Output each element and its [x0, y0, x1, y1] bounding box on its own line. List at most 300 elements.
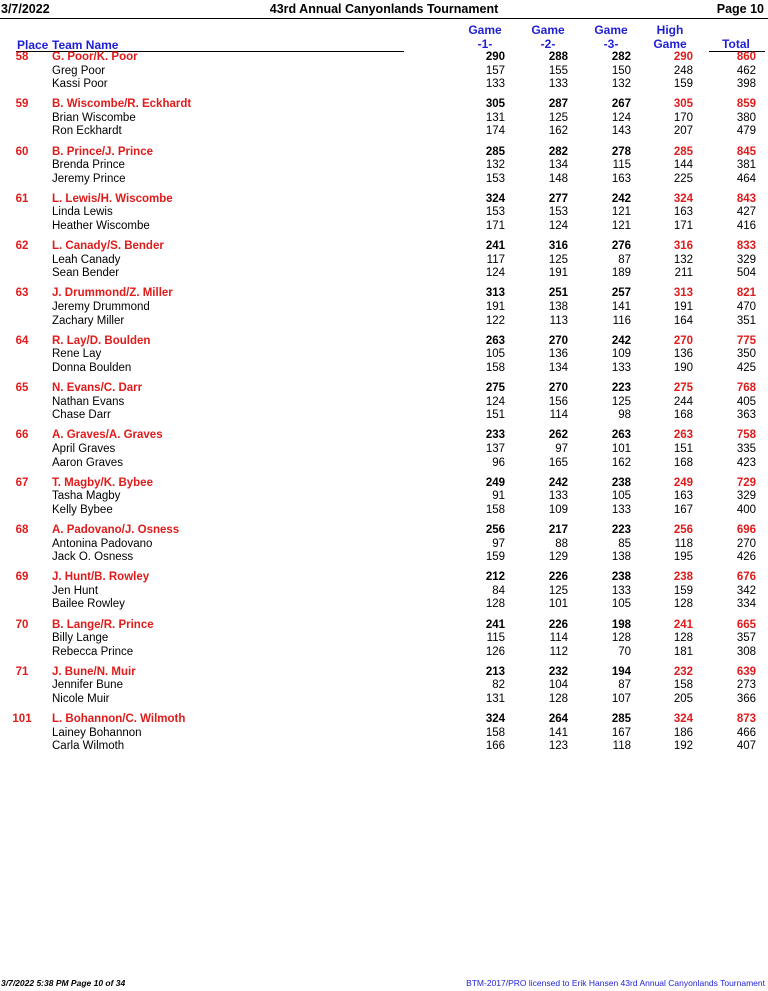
team-game3-score: 257	[611, 287, 631, 300]
team-high-game-score: 285	[673, 145, 693, 158]
team-name: J. Hunt/B. Rowley	[52, 571, 150, 584]
bowler-game3-score: 133	[611, 361, 631, 374]
team-total-score: 696	[736, 523, 756, 536]
bowler-row	[0, 348, 768, 362]
place-number: 68	[15, 523, 29, 536]
team-row	[0, 619, 768, 633]
bowler-name: Linda Lewis	[52, 206, 113, 219]
bowler-game2-score: 155	[548, 64, 568, 77]
bowler-game3-score: 143	[611, 125, 631, 138]
bowler-game3-score: 101	[611, 442, 631, 455]
bowler-high-game-score: 205	[673, 693, 693, 706]
team-total-score: 639	[736, 665, 756, 678]
team-game1-score: 241	[485, 618, 505, 631]
team-high-game-score: 305	[673, 98, 693, 111]
bowler-game2-score: 138	[548, 301, 568, 314]
team-game1-score: 212	[485, 571, 505, 584]
team-game2-score: 316	[548, 240, 568, 253]
bowler-game2-score: 134	[548, 361, 568, 374]
team-name: J. Drummond/Z. Miller	[52, 287, 173, 300]
bowler-game3-score: 121	[611, 220, 631, 233]
bowler-high-game-score: 171	[673, 220, 693, 233]
bowler-row	[0, 457, 768, 471]
bowler-row	[0, 173, 768, 187]
bowler-total-score: 398	[736, 78, 756, 91]
bowler-game2-score: 133	[548, 490, 568, 503]
team-high-game-score: 324	[673, 713, 693, 726]
team-total-score: 676	[736, 571, 756, 584]
bowler-total-score: 425	[736, 361, 756, 374]
bowler-game3-score: 124	[611, 111, 631, 124]
team-entry	[0, 666, 768, 713]
bowler-game3-score: 150	[611, 64, 631, 77]
bowler-name: Jeremy Prince	[52, 172, 126, 185]
bowler-high-game-score: 186	[673, 726, 693, 739]
team-high-game-score: 324	[673, 192, 693, 205]
bowler-high-game-score: 151	[673, 442, 693, 455]
bowler-game3-score: 162	[611, 456, 631, 469]
team-entry	[0, 524, 768, 571]
place-number: 71	[15, 665, 29, 678]
bowler-name: Ron Eckhardt	[52, 125, 122, 138]
bowler-game2-score: 124	[548, 220, 568, 233]
team-row	[0, 666, 768, 680]
bowler-game3-score: 132	[611, 78, 631, 91]
place-number: 64	[15, 334, 29, 347]
team-name: L. Lewis/H. Wiscombe	[52, 192, 173, 205]
team-game3-score: 278	[611, 145, 631, 158]
place-number: 63	[15, 287, 29, 300]
team-row	[0, 51, 768, 65]
bowler-game1-score: 96	[492, 456, 505, 469]
bowler-total-score: 504	[736, 267, 756, 280]
bowler-game2-score: 153	[548, 206, 568, 219]
bowler-name: Kassi Poor	[52, 78, 108, 91]
bowler-game2-score: 128	[548, 693, 568, 706]
bowler-name: Greg Poor	[52, 64, 106, 77]
team-game1-score: 290	[485, 51, 505, 63]
bowler-name: Aaron Graves	[52, 456, 123, 469]
bowler-name: Jen Hunt	[52, 584, 99, 597]
team-game2-score: 277	[548, 192, 568, 205]
team-total-score: 833	[736, 240, 756, 253]
bowler-row	[0, 206, 768, 220]
bowler-game1-score: 171	[485, 220, 505, 233]
bowler-row	[0, 409, 768, 423]
team-name: L. Bohannon/C. Wilmoth	[52, 713, 186, 726]
team-high-game-score: 238	[673, 571, 693, 584]
team-entry	[0, 335, 768, 382]
bowler-total-score: 416	[736, 220, 756, 233]
team-game2-score: 262	[548, 429, 568, 442]
bowler-row	[0, 65, 768, 79]
bowler-game1-score: 166	[485, 740, 505, 753]
bowler-high-game-score: 163	[673, 490, 693, 503]
bowler-total-score: 273	[736, 679, 756, 692]
bowler-game2-score: 133	[548, 78, 568, 91]
bowler-game1-score: 159	[485, 551, 505, 564]
bowler-total-score: 357	[736, 632, 756, 645]
team-total-score: 758	[736, 429, 756, 442]
team-game2-score: 226	[548, 571, 568, 584]
bowler-row	[0, 443, 768, 457]
bowler-game1-score: 131	[485, 693, 505, 706]
bowler-game1-score: 158	[485, 726, 505, 739]
bowler-game3-score: 133	[611, 503, 631, 516]
team-high-game-score: 241	[673, 618, 693, 631]
team-high-game-score: 275	[673, 382, 693, 395]
bowler-high-game-score: 190	[673, 361, 693, 374]
team-game3-score: 263	[611, 429, 631, 442]
bowler-total-score: 462	[736, 64, 756, 77]
bowler-row	[0, 598, 768, 612]
bowler-game3-score: 163	[611, 172, 631, 185]
bowler-high-game-score: 181	[673, 645, 693, 658]
bowler-total-score: 464	[736, 172, 756, 185]
game1-header-line1: Game	[468, 23, 502, 37]
bowler-game3-score: 87	[618, 679, 631, 692]
team-game1-score: 233	[485, 429, 505, 442]
team-name: B. Lange/R. Prince	[52, 618, 154, 631]
team-game2-score: 287	[548, 98, 568, 111]
bowler-row	[0, 159, 768, 173]
bowler-game2-score: 112	[549, 645, 568, 658]
team-game2-score: 270	[548, 334, 568, 347]
bowler-name: Carla Wilmoth	[52, 740, 125, 753]
bowler-row	[0, 585, 768, 599]
bowler-name: Sean Bender	[52, 267, 120, 280]
team-high-game-score: 316	[673, 240, 693, 253]
place-number: 60	[15, 145, 29, 158]
bowler-game2-score: 156	[548, 395, 568, 408]
bowler-total-score: 350	[736, 348, 756, 361]
bowler-row	[0, 301, 768, 315]
bowler-row	[0, 112, 768, 126]
bowler-game1-score: 126	[485, 645, 505, 658]
team-row	[0, 382, 768, 396]
bowler-high-game-score: 168	[673, 456, 693, 469]
team-game2-score: 264	[548, 713, 568, 726]
bowler-row	[0, 646, 768, 660]
bowler-game2-score: 104	[548, 679, 568, 692]
bowler-high-game-score: 128	[673, 632, 693, 645]
bowler-name: Tasha Magby	[52, 490, 121, 503]
bowler-game3-score: 138	[611, 551, 631, 564]
team-game3-score: 238	[611, 476, 631, 489]
bowler-name: Nathan Evans	[52, 395, 125, 408]
high-header-line1: High	[656, 23, 684, 37]
team-high-game-score: 249	[673, 476, 693, 489]
bowler-row	[0, 490, 768, 504]
bowler-game1-score: 131	[485, 111, 505, 124]
bowler-total-score: 407	[736, 740, 756, 753]
bowler-name: Antonina Padovano	[52, 537, 153, 550]
bowler-high-game-score: 168	[673, 409, 693, 422]
bowler-game3-score: 128	[611, 632, 631, 645]
footer-timestamp: 3/7/2022 5:38 PM Page 10 of 34	[1, 978, 126, 988]
bowler-game1-score: 97	[492, 537, 505, 550]
bowler-total-score: 329	[736, 253, 756, 266]
bowler-game3-score: 133	[611, 584, 631, 597]
team-row	[0, 146, 768, 160]
bowler-game3-score: 121	[611, 206, 631, 219]
bowler-total-score: 329	[736, 490, 756, 503]
team-game2-score: 226	[548, 618, 568, 631]
place-number: 69	[15, 571, 29, 584]
place-number: 59	[15, 98, 29, 111]
bowler-name: Chase Darr	[52, 409, 111, 422]
bowler-name: Nicole Muir	[52, 693, 110, 706]
bowler-game1-score: 82	[492, 679, 505, 692]
bowler-total-score: 470	[736, 301, 756, 314]
team-game1-score: 324	[485, 192, 505, 205]
team-total-score: 665	[736, 618, 756, 631]
team-game2-score: 251	[548, 287, 568, 300]
team-game3-score: 223	[611, 382, 631, 395]
bowler-name: Donna Boulden	[52, 361, 132, 374]
team-name-column-header: Team Name	[52, 38, 119, 52]
team-game1-score: 275	[485, 382, 505, 395]
bowler-game2-score: 141	[548, 726, 568, 739]
page-header	[0, 0, 768, 19]
team-name: N. Evans/C. Darr	[52, 382, 143, 395]
bowler-game3-score: 98	[618, 409, 631, 422]
team-name: G. Poor/K. Poor	[52, 51, 138, 63]
bowler-high-game-score: 248	[673, 64, 693, 77]
bowler-name: Leah Canady	[52, 253, 121, 266]
bowler-row	[0, 727, 768, 741]
team-game1-score: 241	[485, 240, 505, 253]
team-game2-score: 217	[548, 523, 568, 536]
bowler-game2-score: 114	[549, 632, 568, 645]
bowler-game2-score: 109	[548, 503, 568, 516]
bowler-total-score: 334	[736, 598, 756, 611]
bowler-row	[0, 125, 768, 139]
bowler-row	[0, 693, 768, 707]
column-headers	[0, 22, 768, 52]
bowler-name: Kelly Bybee	[52, 503, 113, 516]
team-total-score: 860	[736, 51, 756, 63]
place-number: 61	[15, 192, 29, 205]
team-entry	[0, 713, 768, 760]
bowler-name: Jeremy Drummond	[52, 301, 150, 314]
team-game3-score: 242	[611, 192, 631, 205]
bowler-game1-score: 158	[485, 361, 505, 374]
bowler-name: Rebecca Prince	[52, 645, 134, 658]
bowler-row	[0, 78, 768, 92]
bowler-game3-score: 116	[612, 314, 631, 327]
bowler-total-score: 426	[736, 551, 756, 564]
bowler-game1-score: 133	[485, 78, 505, 91]
team-row	[0, 524, 768, 538]
team-entry	[0, 146, 768, 193]
bowler-game1-score: 91	[492, 490, 505, 503]
total-column-header: Total	[722, 37, 750, 51]
place-number: 67	[15, 476, 29, 489]
team-row	[0, 713, 768, 727]
bowler-game2-score: 113	[549, 314, 568, 327]
team-entry	[0, 429, 768, 476]
bowler-row	[0, 315, 768, 329]
bowler-row	[0, 538, 768, 552]
team-game1-score: 256	[485, 523, 505, 536]
bowler-game3-score: 87	[618, 253, 631, 266]
team-game3-score: 267	[611, 98, 631, 111]
bowler-game3-score: 105	[611, 598, 631, 611]
team-entry	[0, 287, 768, 334]
team-game2-score: 242	[548, 476, 568, 489]
bowler-game1-score: 132	[485, 159, 505, 172]
bowler-row	[0, 254, 768, 268]
bowler-total-score: 400	[736, 503, 756, 516]
bowler-game1-score: 174	[485, 125, 505, 138]
bowler-row	[0, 504, 768, 518]
bowler-high-game-score: 159	[673, 78, 693, 91]
bowler-game3-score: 70	[618, 645, 631, 658]
bowler-high-game-score: 163	[673, 206, 693, 219]
bowler-game2-score: 97	[555, 442, 568, 455]
team-name: R. Lay/D. Boulden	[52, 334, 151, 347]
bowler-game3-score: 115	[612, 159, 631, 172]
team-name: B. Prince/J. Prince	[52, 145, 153, 158]
bowler-high-game-score: 132	[673, 253, 693, 266]
bowler-game2-score: 114	[549, 409, 568, 422]
bowler-game1-score: 124	[485, 267, 505, 280]
game2-header-line2: -2-	[540, 37, 556, 51]
bowler-high-game-score: 136	[673, 348, 693, 361]
team-high-game-score: 270	[673, 334, 693, 347]
bowler-high-game-score: 195	[673, 551, 693, 564]
bowler-game2-score: 125	[548, 111, 568, 124]
bowler-game1-score: 124	[485, 395, 505, 408]
bowler-total-score: 405	[736, 395, 756, 408]
game3-column-header	[581, 23, 641, 51]
team-game2-score: 232	[548, 665, 568, 678]
bowler-game1-score: 153	[485, 172, 505, 185]
bowler-total-score: 381	[736, 159, 756, 172]
game2-header-line1: Game	[531, 23, 565, 37]
bowler-game1-score: 191	[485, 301, 505, 314]
place-column-header: Place	[17, 38, 49, 52]
report-title: 43rd Annual Canyonlands Tournament	[269, 2, 499, 16]
team-entry	[0, 571, 768, 618]
bowler-game3-score: 189	[611, 267, 631, 280]
bowler-high-game-score: 244	[673, 395, 693, 408]
team-row	[0, 335, 768, 349]
team-game1-score: 285	[485, 145, 505, 158]
team-row	[0, 193, 768, 207]
bowler-high-game-score: 118	[674, 537, 693, 550]
bowler-game1-score: 122	[485, 314, 505, 327]
bowler-game2-score: 125	[548, 253, 568, 266]
bowler-high-game-score: 144	[673, 159, 693, 172]
high-header-line2: Game	[653, 37, 687, 51]
bowler-total-score: 308	[736, 645, 756, 658]
team-game3-score: 223	[611, 523, 631, 536]
bowler-name: Jack O. Osness	[52, 551, 134, 564]
team-total-score: 845	[736, 145, 756, 158]
bowler-game2-score: 101	[548, 598, 568, 611]
bowler-total-score: 270	[736, 537, 756, 550]
team-row	[0, 571, 768, 585]
bowler-game1-score: 117	[486, 253, 505, 266]
bowler-row	[0, 632, 768, 646]
team-game3-score: 242	[611, 334, 631, 347]
game3-header-line1: Game	[594, 23, 628, 37]
team-total-score: 843	[736, 192, 756, 205]
bowler-game2-score: 88	[555, 537, 568, 550]
team-name: A. Padovano/J. Osness	[52, 523, 180, 536]
bowler-row	[0, 740, 768, 754]
team-game3-score: 282	[611, 51, 631, 63]
team-game1-score: 324	[485, 713, 505, 726]
bowler-name: Jennifer Bune	[52, 679, 123, 692]
bowler-game2-score: 123	[548, 740, 568, 753]
bowler-total-score: 479	[736, 125, 756, 138]
place-number: 70	[15, 618, 29, 631]
bowler-game1-score: 158	[485, 503, 505, 516]
bowler-name: April Graves	[52, 442, 116, 455]
team-game2-score: 270	[548, 382, 568, 395]
team-total-score: 729	[736, 476, 756, 489]
team-game3-score: 285	[611, 713, 631, 726]
bowler-name: Rene Lay	[52, 348, 102, 361]
bowler-total-score: 466	[736, 726, 756, 739]
team-high-game-score: 290	[673, 51, 693, 63]
place-number: 101	[12, 713, 32, 726]
bowler-high-game-score: 170	[673, 111, 693, 124]
team-entry	[0, 477, 768, 524]
team-entry	[0, 193, 768, 240]
team-game3-score: 238	[611, 571, 631, 584]
bowler-total-score: 351	[736, 314, 756, 327]
team-game1-score: 213	[485, 665, 505, 678]
team-name: J. Bune/N. Muir	[52, 665, 136, 678]
bowler-game2-score: 162	[548, 125, 568, 138]
team-name: T. Magby/K. Bybee	[52, 476, 153, 489]
bowler-game1-score: 137	[485, 442, 505, 455]
bowler-game3-score: 141	[611, 301, 631, 314]
bowler-game1-score: 151	[485, 409, 505, 422]
bowler-name: Lainey Bohannon	[52, 726, 142, 739]
bowler-high-game-score: 192	[673, 740, 693, 753]
bowler-game1-score: 153	[485, 206, 505, 219]
bowler-game3-score: 109	[611, 348, 631, 361]
bowler-game2-score: 129	[548, 551, 568, 564]
team-row	[0, 287, 768, 301]
bowler-total-score: 363	[736, 409, 756, 422]
bowler-game3-score: 167	[611, 726, 631, 739]
bowler-row	[0, 267, 768, 281]
bowler-high-game-score: 167	[673, 503, 693, 516]
bowler-game1-score: 84	[492, 584, 505, 597]
team-game2-score: 288	[548, 51, 568, 63]
bowler-name: Billy Lange	[52, 632, 109, 645]
bowler-game3-score: 118	[612, 740, 631, 753]
bowler-total-score: 380	[736, 111, 756, 124]
bowler-game1-score: 128	[485, 598, 505, 611]
team-game3-score: 194	[611, 665, 631, 678]
team-high-game-score: 313	[673, 287, 693, 300]
bowler-game2-score: 136	[548, 348, 568, 361]
bowler-total-score: 427	[736, 206, 756, 219]
game2-column-header	[518, 23, 578, 51]
team-name: L. Canady/S. Bender	[52, 240, 164, 253]
team-row	[0, 240, 768, 254]
bowler-game2-score: 165	[548, 456, 568, 469]
team-total-score: 768	[736, 382, 756, 395]
team-game3-score: 276	[611, 240, 631, 253]
